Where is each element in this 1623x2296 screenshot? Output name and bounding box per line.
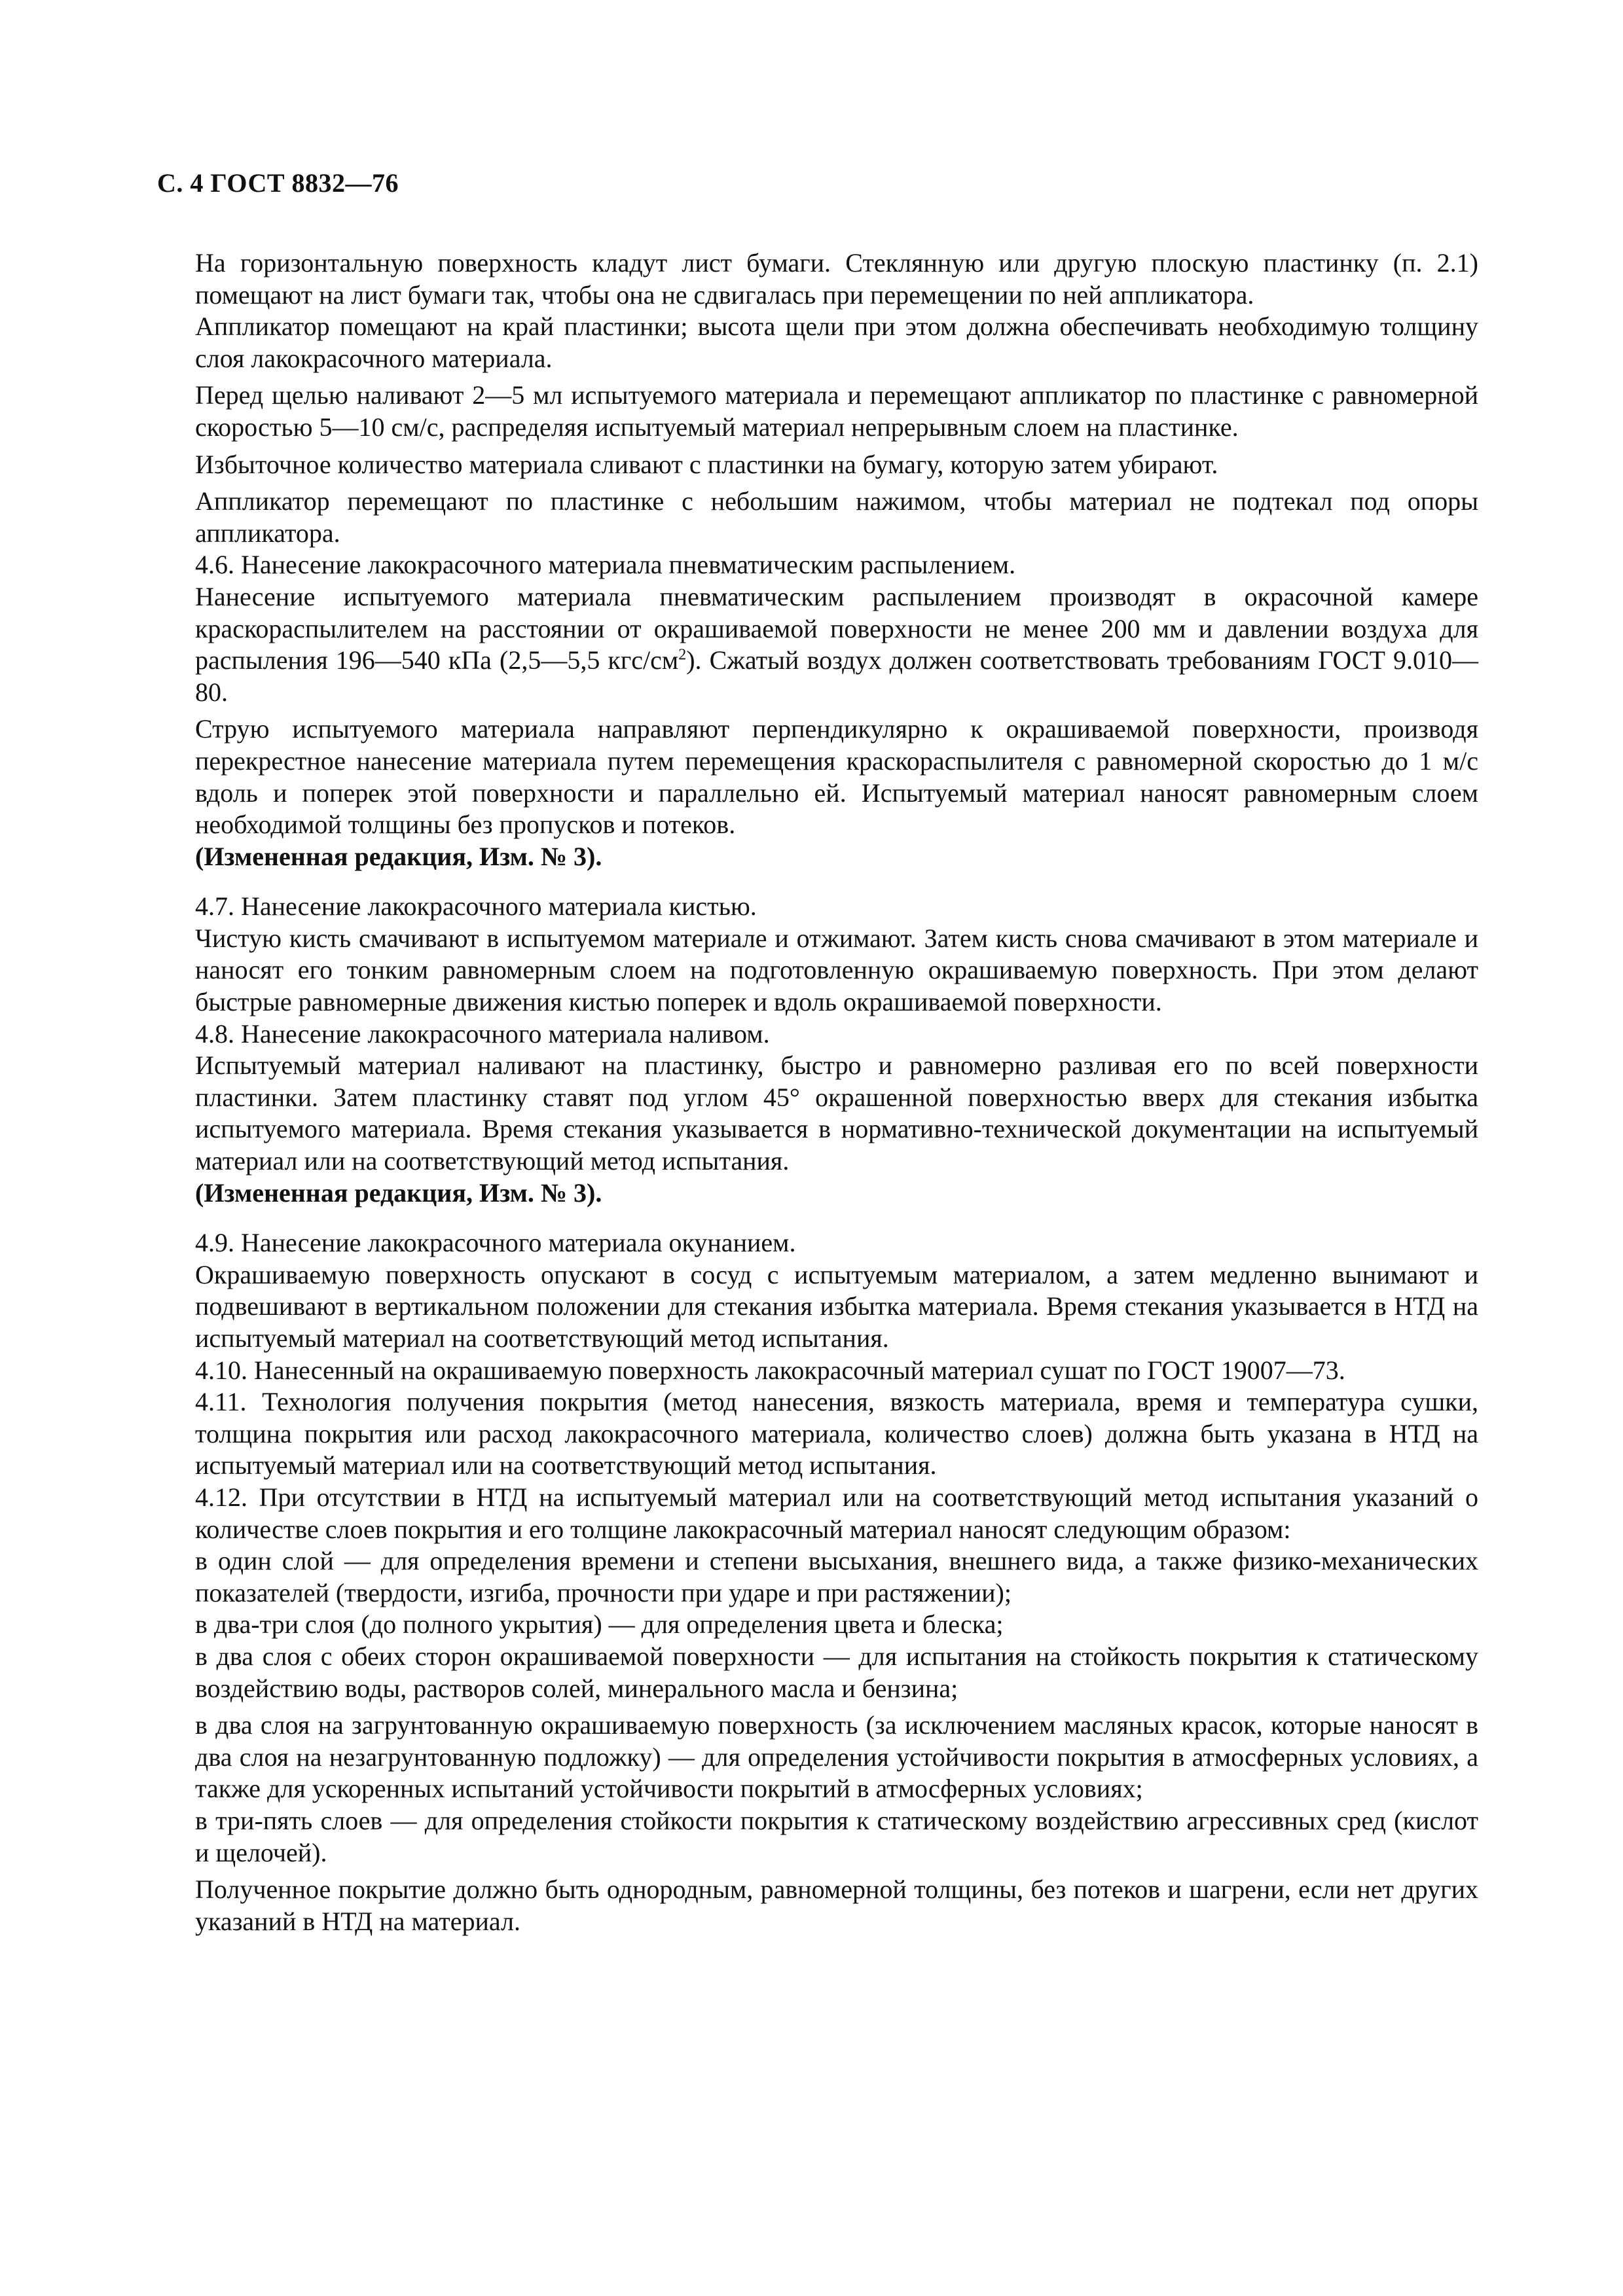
list-item: в три-пять слоев — для определения стойкости покрытия к статическому воздействию агрессивных сред (кислот и щелочей). [195, 1805, 1478, 1867]
paragraph: Аппликатор перемещают по пластинке с небольшим нажимом, чтобы материал не подтекал под опоры аппликатора. [195, 486, 1478, 548]
paragraph: 4.10. Нанесенный на окрашиваемую поверхность лакокрасочный материал сушат по ГОСТ 19007—73. [195, 1355, 1345, 1385]
paragraph: 4.11. Технология получения покрытия (метод нанесения, вязкость материала, время и температура сушки, толщина покрытия или расход лакокрасочного материала, количество слоев) должна быть указана в НТД на испытуемый материал или на соответствующий метод испытания. [195, 1387, 1478, 1480]
paragraph: Аппликатор помещают на край пластинки; высота щели при этом должна обеспечивать необходимую толщину слоя лакокрасочного материала. [195, 312, 1478, 373]
revision-note: (Измененная редакция, Изм. № 3). [195, 841, 602, 871]
section-heading: 4.9. Нанесение лакокрасочного материала окунанием. [195, 1228, 796, 1258]
revision-note: (Измененная редакция, Изм. № 3). [195, 1177, 602, 1208]
list-item: в один слой — для определения времени и степени высыхания, внешнего вида, а также физико-механических показателей (твердости, изгиба, прочности при ударе и при растяжении); [195, 1546, 1478, 1607]
paragraph: Перед щелью наливают 2—5 мл испытуемого материала и перемещают аппликатор по пластинке с равномерной скоростью 5—10 см/с, распределяя испытуемый материал непрерывным слоем на пластинке. [195, 380, 1478, 442]
section-heading: 4.8. Нанесение лакокрасочного материала наливом. [195, 1018, 770, 1049]
list-item: в два слоя с обеих сторон окрашиваемой поверхности — для испытания на стойкость покрытия к статическому воздействию воды, растворов солей, минерального масла и бензина; [195, 1641, 1478, 1703]
section-heading: 4.7. Нанесение лакокрасочного материала кистью. [195, 891, 757, 922]
paragraph-text: Нанесение испытуемого материала пневматическим распылением производят в окрасочной камере краскораспылителем на расстоянии от окрашиваемой поверхности не менее 200 мм и давлении воздуха для распыления 196—540 кПа (2,5—5,5 кгс/см [195, 581, 1478, 675]
list-item: в два слоя на загрунтованную окрашиваемую поверхность (за исключением масляных красок, которые наносят в два слоя на незагрунтованную подложку) — для определения устойчивости покрытия в атмосферных условиях, а также для ускоренных испытаний устойчивости покрытий в атмосферных условиях; [195, 1710, 1478, 1804]
paragraph [195, 581, 1478, 708]
section-heading: 4.6. Нанесение лакокрасочного материала пневматическим распылением. [195, 550, 1016, 580]
paragraph: Чистую кисть смачивают в испытуемом материале и отжимают. Затем кисть снова смачивают в этом материале и наносят его тонким равномерным слоем на подготовленную окрашиваемую поверхность. При этом делают быстрые равномерные движения кистью поперек и вдоль окрашиваемой поверхности. [195, 923, 1478, 1017]
paragraph: Испытуемый материал наливают на пластинку, быстро и равномерно разливая его по всей поверхности пластинки. Затем пластинку ставят под углом 45° окрашенной поверхностью вверх для стекания избытка испытуемого материала. Время стекания указывается в нормативно-технической документации на испытуемый материал или на соответствующий метод испытания. [195, 1050, 1478, 1176]
paragraph: Полученное покрытие должно быть однородным, равномерной толщины, без потеков и шагрени, если нет других указаний в НТД на материал. [195, 1874, 1478, 1936]
page-header: С. 4 ГОСТ 8832—76 [157, 168, 399, 198]
paragraph: Окрашиваемую поверхность опускают в сосуд с испытуемым материалом, а затем медленно вынимают и подвешивают в вертикальном положении для стекания избытка материала. Время стекания указывается в НТД на испытуемый материал на соответствующий метод испытания. [195, 1259, 1478, 1353]
superscript: 2 [678, 646, 687, 664]
list-item: в два-три слоя (до полного укрытия) — для определения цвета и блеска; [195, 1609, 1004, 1640]
paragraph: Избыточное количество материала сливают с пластинки на бумагу, которую затем убирают. [195, 449, 1218, 479]
paragraph: 4.12. При отсутствии в НТД на испытуемый материал или на соответствующий метод испытания указаний о количестве слоев покрытия и его толщине лакокрасочный материал наносят следующим образом: [195, 1482, 1478, 1544]
document-body [195, 247, 1478, 1937]
paragraph-text: ). Сжатый воздух должен соответствовать требованиям ГОСТ 9.010—80. [195, 645, 1478, 707]
paragraph: На горизонтальную поверхность кладут лист бумаги. Стеклянную или другую плоскую пластинку (п. 2.1) помещают на лист бумаги так, чтобы она не сдвигалась при перемещении по ней аппликатора. [195, 248, 1478, 310]
paragraph: Струю испытуемого материала направляют перпендикулярно к окрашиваемой поверхности, производя перекрестное нанесение материала путем перемещения краскораспылителя с равномерной скоростью до 1 м/с вдоль и поперек этой поверхности и параллельно ей. Испытуемый материал наносят равномерным слоем необходимой толщины без пропусков и потеков. [195, 714, 1478, 840]
